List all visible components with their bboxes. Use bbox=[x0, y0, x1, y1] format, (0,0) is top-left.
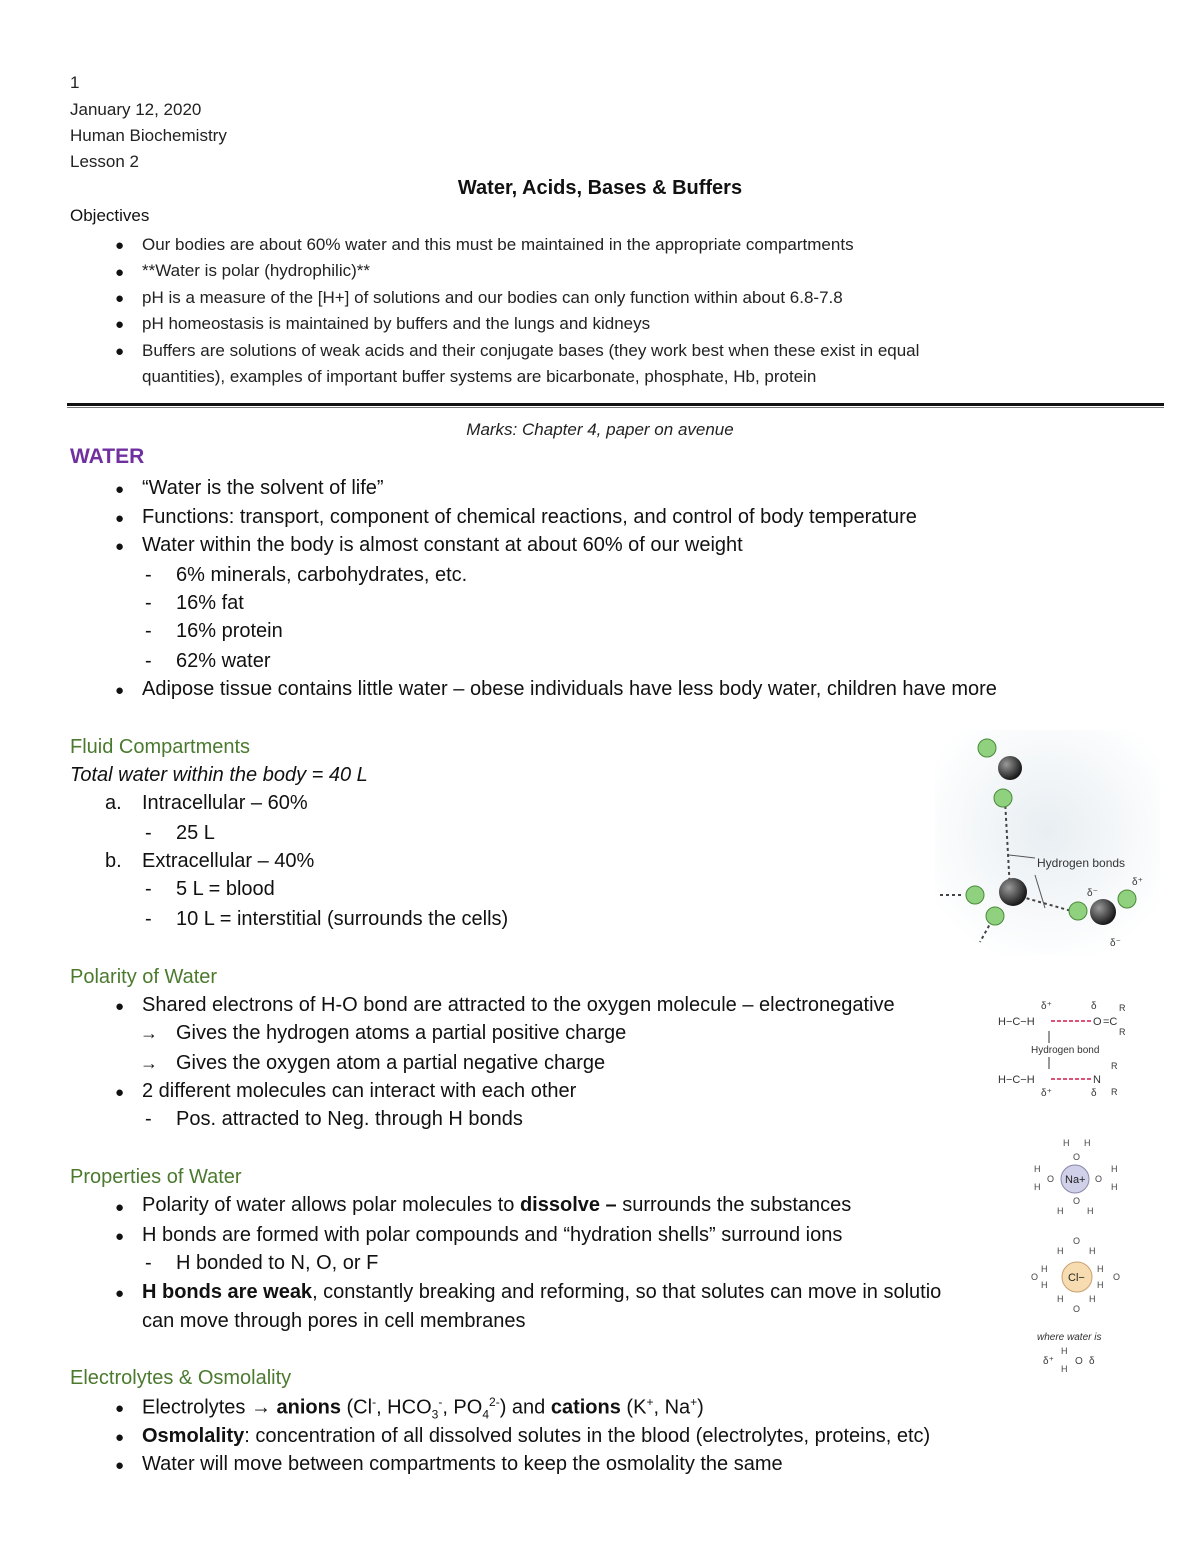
polarity-bullet: Shared electrons of H-O bond are attracted to the oxygen molecule – electronegative bbox=[142, 994, 895, 1016]
properties-bullet bbox=[142, 1281, 999, 1304]
bullet-icon: ● bbox=[115, 538, 125, 555]
dash-marker: - bbox=[145, 620, 152, 642]
oxygen-atom bbox=[999, 878, 1027, 906]
hydrogen-atom bbox=[1118, 890, 1136, 908]
dash-marker: - bbox=[145, 908, 152, 930]
h-c-h-label: H−C−H bbox=[998, 1016, 1035, 1028]
electrolytes-bullet: Water will move between compartments to keep the osmolality the same bbox=[142, 1453, 783, 1475]
hydrogen-label: H bbox=[1057, 1206, 1064, 1216]
adipose-bullet: Adipose tissue contains little water – obese individuals have less body water, children have more bbox=[142, 678, 997, 700]
bullet-icon: ● bbox=[115, 1285, 125, 1302]
course-name: Human Biochemistry bbox=[70, 126, 227, 145]
date: January 12, 2020 bbox=[70, 100, 202, 119]
bold-term: anions bbox=[276, 1396, 341, 1419]
r-group-label: R bbox=[1119, 1027, 1126, 1037]
figure-background bbox=[935, 730, 1160, 955]
extracellular: Extracellular – 40% bbox=[142, 850, 315, 872]
hydrogen-label: H bbox=[1097, 1264, 1104, 1274]
sodium-label: Na+ bbox=[1065, 1174, 1086, 1186]
delta-plus-label: δ⁺ bbox=[1041, 1088, 1052, 1099]
oxygen-label: O bbox=[1073, 1304, 1081, 1314]
list-label-b: b. bbox=[105, 850, 122, 872]
bullet-icon: ● bbox=[115, 1199, 125, 1216]
hydrogen-atom bbox=[994, 789, 1012, 807]
delta-label: δ bbox=[1091, 1001, 1097, 1012]
hydrogen-label: H bbox=[1061, 1364, 1068, 1374]
oxygen-atom bbox=[998, 756, 1022, 780]
bullet-icon: ● bbox=[115, 1084, 125, 1101]
arrow-right-icon: → bbox=[250, 1396, 271, 1419]
polarity-point: Gives the oxygen atom a partial negative charge bbox=[176, 1052, 606, 1074]
properties-bullet: H bonds are formed with polar compounds and “hydration shells” surround ions bbox=[142, 1224, 843, 1246]
objective-item: pH is a measure of the [H+] of solutions and our bodies can only function within about 6.8-7.8 bbox=[142, 288, 843, 307]
hydrogen-atom bbox=[966, 886, 984, 904]
arrow-right-icon: → bbox=[140, 1053, 158, 1073]
lesson-label: Lesson 2 bbox=[70, 152, 139, 171]
properties-bullet bbox=[142, 1194, 851, 1217]
bullet-icon: ● bbox=[115, 481, 125, 498]
objective-item: Our bodies are about 60% water and this must be maintained in the appropriate compartments bbox=[142, 235, 854, 254]
blood-volume: 5 L = blood bbox=[176, 878, 275, 900]
dash-marker: - bbox=[145, 1108, 152, 1130]
r-group-label: R bbox=[1119, 1003, 1126, 1013]
bullet-icon: ● bbox=[115, 1228, 125, 1245]
bullet-icon: ● bbox=[115, 264, 125, 281]
bullet-icon: ● bbox=[115, 682, 125, 699]
water-bullet: Water within the body is almost constant at about 60% of our weight bbox=[142, 534, 743, 556]
nitrogen-label: N bbox=[1093, 1074, 1101, 1086]
properties-sub: H bonded to N, O, or F bbox=[176, 1252, 379, 1274]
objectives-label: Objectives bbox=[70, 206, 150, 225]
double-bond-symbol: =C bbox=[1103, 1016, 1118, 1028]
intracellular: Intracellular – 60% bbox=[142, 792, 308, 814]
delta-plus-label: δ⁺ bbox=[1041, 1001, 1052, 1012]
hydrogen-label: H bbox=[1034, 1182, 1041, 1192]
text-segment: , constantly breaking and reforming, so that solutes can move in solutio bbox=[312, 1281, 942, 1303]
section-heading-properties: Properties of Water bbox=[70, 1166, 242, 1188]
bullet-icon: ● bbox=[115, 1429, 125, 1446]
hydrogen-bonds-label: Hydrogen bonds bbox=[1037, 856, 1126, 870]
text-segment: surrounds the substances bbox=[616, 1194, 852, 1216]
composition-item: 16% protein bbox=[176, 620, 283, 642]
hydrogen-bond-label: Hydrogen bond bbox=[1031, 1045, 1100, 1056]
hydrogen-label: H bbox=[1063, 1138, 1070, 1148]
bullet-icon: ● bbox=[115, 290, 125, 307]
section-heading-fluid: Fluid Compartments bbox=[70, 736, 251, 758]
bold-term: dissolve – bbox=[519, 1194, 617, 1216]
hydrogen-label: H bbox=[1057, 1246, 1064, 1256]
bold-term: cations bbox=[550, 1396, 621, 1419]
section-heading-electrolytes: Electrolytes & Osmolality bbox=[70, 1367, 292, 1389]
hydrogen-bond-figure bbox=[935, 730, 1160, 955]
polarity-point: Gives the hydrogen atoms a partial positive charge bbox=[176, 1022, 627, 1044]
dash-marker: - bbox=[145, 822, 152, 844]
page-title: Water, Acids, Bases & Buffers bbox=[457, 177, 743, 199]
bullet-icon: ● bbox=[115, 998, 125, 1015]
dash-marker: - bbox=[145, 878, 152, 900]
reference-note: Marks: Chapter 4, paper on avenue bbox=[466, 420, 734, 439]
hydrogen-label: H bbox=[1111, 1182, 1118, 1192]
delta-minus-label: δ⁻ bbox=[1087, 888, 1098, 899]
electrolytes-bullet: Electrolytes → anions (Cl-, $HCO_3^-$, $PO_4^{2-}$) and cations (K+, Na+) bbox=[142, 1395, 704, 1422]
hydrogen-atom bbox=[1069, 902, 1087, 920]
bullet-icon: ● bbox=[115, 343, 125, 360]
objective-item-continued: quantities), examples of important buffer systems are bicarbonate, phosphate, Hb, protein bbox=[142, 367, 817, 386]
hydrogen-label: H bbox=[1089, 1294, 1096, 1304]
objective-item: Buffers are solutions of weak acids and their conjugate bases (they work best when these exist in equal bbox=[142, 341, 920, 360]
composition-item: 16% fat bbox=[176, 592, 244, 614]
chloride-label: Cl− bbox=[1068, 1272, 1085, 1284]
arrow-right-icon: → bbox=[140, 1023, 158, 1043]
composition-item: 6% minerals, carbohydrates, etc. bbox=[176, 564, 468, 586]
bullet-icon: ● bbox=[115, 1457, 125, 1474]
oxygen-label: O bbox=[1095, 1174, 1103, 1184]
oxygen-atom bbox=[1090, 899, 1116, 925]
hydrogen-atom bbox=[978, 739, 996, 757]
hbond-diagram-figure bbox=[995, 995, 1130, 1100]
oxygen-label: O bbox=[1073, 1152, 1081, 1162]
delta-plus-label: δ⁺ bbox=[1132, 877, 1143, 888]
total-water: Total water within the body = 40 L bbox=[70, 764, 368, 786]
r-group-label: R bbox=[1111, 1061, 1118, 1071]
text-segment: Electrolytes bbox=[142, 1396, 251, 1419]
dash-marker: - bbox=[145, 650, 152, 672]
bold-term: H bonds are weak bbox=[142, 1281, 313, 1303]
hydrogen-label: H bbox=[1034, 1164, 1041, 1174]
oxygen-label: O bbox=[1113, 1272, 1121, 1282]
hydrogen-label: H bbox=[1061, 1346, 1068, 1356]
list-label-a: a. bbox=[105, 792, 122, 814]
hydrogen-label: H bbox=[1087, 1206, 1094, 1216]
intracellular-volume: 25 L bbox=[176, 822, 215, 844]
objective-item: **Water is polar (hydrophilic)** bbox=[142, 261, 371, 280]
composition-item: 62% water bbox=[176, 650, 271, 672]
hydrogen-label: H bbox=[1089, 1246, 1096, 1256]
delta-minus-label: δ⁻ bbox=[1110, 938, 1121, 949]
polarity-bullet: 2 different molecules can interact with each other bbox=[142, 1080, 577, 1102]
hydrogen-label: H bbox=[1084, 1138, 1091, 1148]
bullet-icon: ● bbox=[115, 316, 125, 333]
oxygen-label: O bbox=[1075, 1356, 1083, 1367]
bullet-icon: ● bbox=[115, 1400, 125, 1417]
bullet-icon: ● bbox=[115, 510, 125, 527]
hydrogen-atom bbox=[986, 907, 1004, 925]
hydration-shell-figure bbox=[1025, 1132, 1135, 1392]
hydrogen-label: H bbox=[1041, 1280, 1048, 1290]
oxygen-label: O bbox=[1073, 1236, 1081, 1246]
hydrogen-label: H bbox=[1097, 1280, 1104, 1290]
h-c-h-label: H−C−H bbox=[998, 1074, 1035, 1086]
hydrogen-label: H bbox=[1041, 1264, 1048, 1274]
delta-label: δ bbox=[1089, 1356, 1095, 1367]
bullet-icon: ● bbox=[115, 237, 125, 254]
electrolytes-bullet bbox=[142, 1425, 930, 1448]
interstitial-volume: 10 L = interstitial (surrounds the cells) bbox=[176, 908, 509, 930]
section-divider-thin bbox=[67, 407, 1164, 408]
hydrogen-label: H bbox=[1111, 1164, 1118, 1174]
objective-item: pH homeostasis is maintained by buffers and the lungs and kidneys bbox=[142, 314, 651, 333]
section-divider bbox=[67, 403, 1164, 406]
water-bullet: “Water is the solvent of life” bbox=[142, 477, 384, 499]
oxygen-label: O bbox=[1047, 1174, 1055, 1184]
page-number: 1 bbox=[70, 73, 80, 92]
delta-plus-label: δ⁺ bbox=[1043, 1356, 1054, 1367]
bold-term: Osmolality bbox=[142, 1425, 245, 1447]
oxygen-label: O bbox=[1073, 1196, 1081, 1206]
text-segment: : concentration of all dissolved solutes in the blood (electrolytes, proteins, etc) bbox=[244, 1425, 931, 1447]
dash-marker: - bbox=[145, 564, 152, 586]
dash-marker: - bbox=[145, 1252, 152, 1274]
where-water-is-label: where water is bbox=[1037, 1332, 1102, 1343]
water-bullet: Functions: transport, component of chemical reactions, and control of body temperature bbox=[142, 506, 917, 528]
polarity-sub: Pos. attracted to Neg. through H bonds bbox=[176, 1108, 523, 1130]
section-heading-water: WATER bbox=[70, 445, 145, 468]
text-segment: Polarity of water allows polar molecules to bbox=[142, 1194, 520, 1216]
oxygen-label: O bbox=[1093, 1016, 1102, 1028]
hydrogen-label: H bbox=[1057, 1294, 1064, 1304]
dash-marker: - bbox=[145, 592, 152, 614]
properties-continued: can move through pores in cell membranes bbox=[142, 1310, 526, 1332]
delta-label: δ bbox=[1091, 1088, 1097, 1099]
r-group-label: R bbox=[1111, 1087, 1118, 1097]
section-heading-polarity: Polarity of Water bbox=[70, 966, 218, 988]
oxygen-label: O bbox=[1031, 1272, 1039, 1282]
text-segment: (Cl bbox=[340, 1396, 373, 1419]
